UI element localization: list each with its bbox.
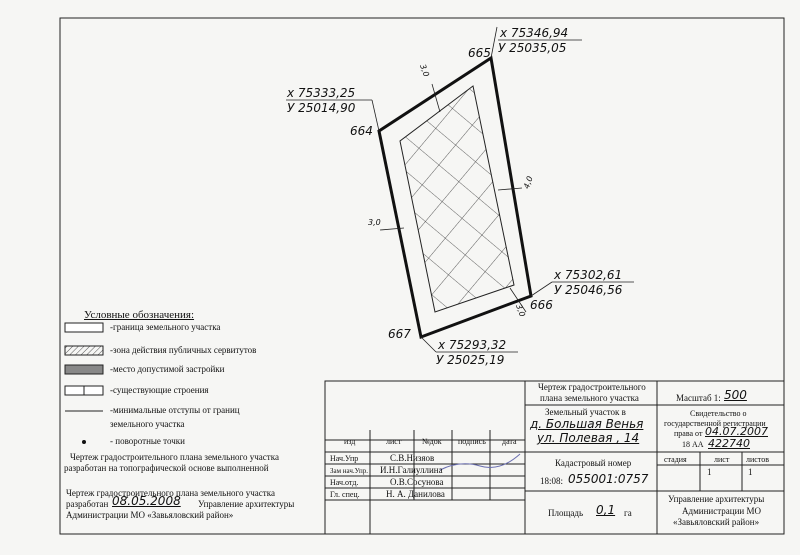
org-line-1: Управление архитектуры: [668, 494, 765, 504]
legend-item-boundary: -граница земельного участка: [110, 322, 221, 332]
staff-role-2: Зам нач.Упр.: [330, 467, 368, 475]
leader-667: [421, 337, 436, 352]
legend-item-servitude: -зона действия публичных сервитутов: [110, 345, 257, 355]
bottom-note-1: Чертеж градостроительного плана земельного участка: [66, 488, 275, 498]
legend-note-2: разработан на топографической основе выполненной: [64, 463, 269, 473]
legend-item-buildable: -место допустимой застройки: [110, 364, 225, 374]
bottom-note-3: Администрации МО «Завьяловский район»: [66, 510, 234, 520]
staff-name-3: О.В.Сосунова: [390, 477, 444, 487]
staff-role-3: Нач.отд.: [330, 478, 359, 487]
leader-665: [491, 27, 497, 58]
col-podpis: подпись: [458, 437, 486, 446]
col-list: лист: [386, 437, 402, 446]
legend-item-offsets: -минимальные отступы от границ: [110, 405, 240, 415]
area-label: Площадь: [548, 508, 584, 518]
offset-left-label: 3,0: [368, 218, 381, 227]
staff-name-1: С.В.Низяов: [390, 453, 435, 463]
scale-value: 500: [724, 388, 747, 402]
legend-symbol-servitude: [65, 346, 103, 355]
area-value: 0,1: [596, 503, 616, 517]
cert-number: 422740: [708, 437, 750, 450]
legend-note-1: Чертеж градостроительного плана земельного участка: [70, 452, 279, 462]
legend-item-structures: -существующие строения: [110, 385, 209, 395]
sheet-number: 1: [707, 467, 712, 477]
plot-label: Земельный участок в: [545, 407, 626, 417]
staff-role-1: Нач.Упр: [330, 454, 359, 463]
cert-line-2: государственной регистрации: [664, 419, 766, 428]
point-664-x: х 75333,25: [287, 86, 356, 100]
point-664-y: У 25014,90: [287, 101, 356, 115]
cert-line-4: 18 АА: [682, 440, 704, 449]
point-666-x: х 75302,61: [554, 268, 623, 282]
bottom-note-2-suffix: Управление архитектуры: [198, 499, 295, 509]
org-line-2: Администрации МО: [682, 506, 761, 516]
legend-title: Условные обозначения:: [84, 309, 195, 321]
stage-col-3: листов: [746, 455, 769, 464]
staff-name-4: Н. А. Данилова: [386, 489, 445, 499]
stage-col-2: лист: [714, 455, 730, 464]
legend-symbol-point: [82, 440, 86, 444]
leader-664: [372, 100, 379, 131]
cadastral-label: Кадастровый номер: [555, 458, 632, 468]
point-667-y: У 25025,19: [436, 353, 505, 367]
legend-item-offsets-2: земельного участка: [110, 419, 185, 429]
point-666-y: У 25046,56: [554, 283, 623, 297]
area-unit: га: [624, 508, 632, 518]
offset-top-label: 3,0: [417, 62, 431, 79]
stage-col-1: стадия: [664, 455, 687, 464]
point-664-label: 664: [350, 124, 373, 138]
drawing-title-2: плана земельного участка: [540, 393, 639, 403]
scale-label: Масштаб 1:: [676, 393, 721, 403]
point-667-label: 667: [388, 327, 411, 341]
cert-date: 04.07.2007: [705, 425, 768, 438]
point-665-label: 665: [468, 46, 491, 60]
staff-role-4: Гл. спец.: [330, 490, 360, 499]
leader-666: [531, 282, 552, 296]
buildable-zone: [400, 86, 514, 312]
legend-item-points: - поворотные точки: [110, 436, 185, 446]
point-667-x: х 75293,32: [438, 338, 507, 352]
plot-address-2: ул. Полевая , 14: [537, 431, 640, 445]
sheet-count: 1: [748, 467, 753, 477]
bottom-note-date: 08.05.2008: [112, 494, 181, 508]
offset-top-line: [432, 84, 440, 112]
cert-line-1: Свидетельство о: [690, 409, 747, 418]
point-666-label: 666: [530, 298, 553, 312]
point-665-x: х 75346,94: [500, 26, 569, 40]
offset-right-line: [498, 188, 522, 190]
col-data: дата: [502, 437, 517, 446]
cadastral-value: 055001:0757: [568, 472, 649, 486]
staff-name-2: И.Н.Галиуллина: [380, 465, 443, 475]
offset-right-label: 4,0: [521, 174, 535, 191]
point-665-y: У 25035,05: [498, 41, 567, 55]
cert-line-3: права от: [674, 429, 703, 438]
offset-bottom-label: 3,0: [513, 302, 527, 319]
plot-address-1: д. Большая Венья: [530, 417, 644, 431]
cadastral-prefix: 18:08:: [540, 476, 564, 486]
org-line-3: «Завьяловский район»: [673, 517, 760, 527]
col-izd: изд: [344, 437, 356, 446]
drawing-title-1: Чертеж градостроительного: [538, 382, 646, 392]
col-ndok: №док: [422, 437, 442, 446]
legend-symbol-buildable: [65, 365, 103, 374]
bottom-note-2-prefix: разработан: [66, 499, 109, 509]
legend-symbol-boundary: [65, 323, 103, 332]
